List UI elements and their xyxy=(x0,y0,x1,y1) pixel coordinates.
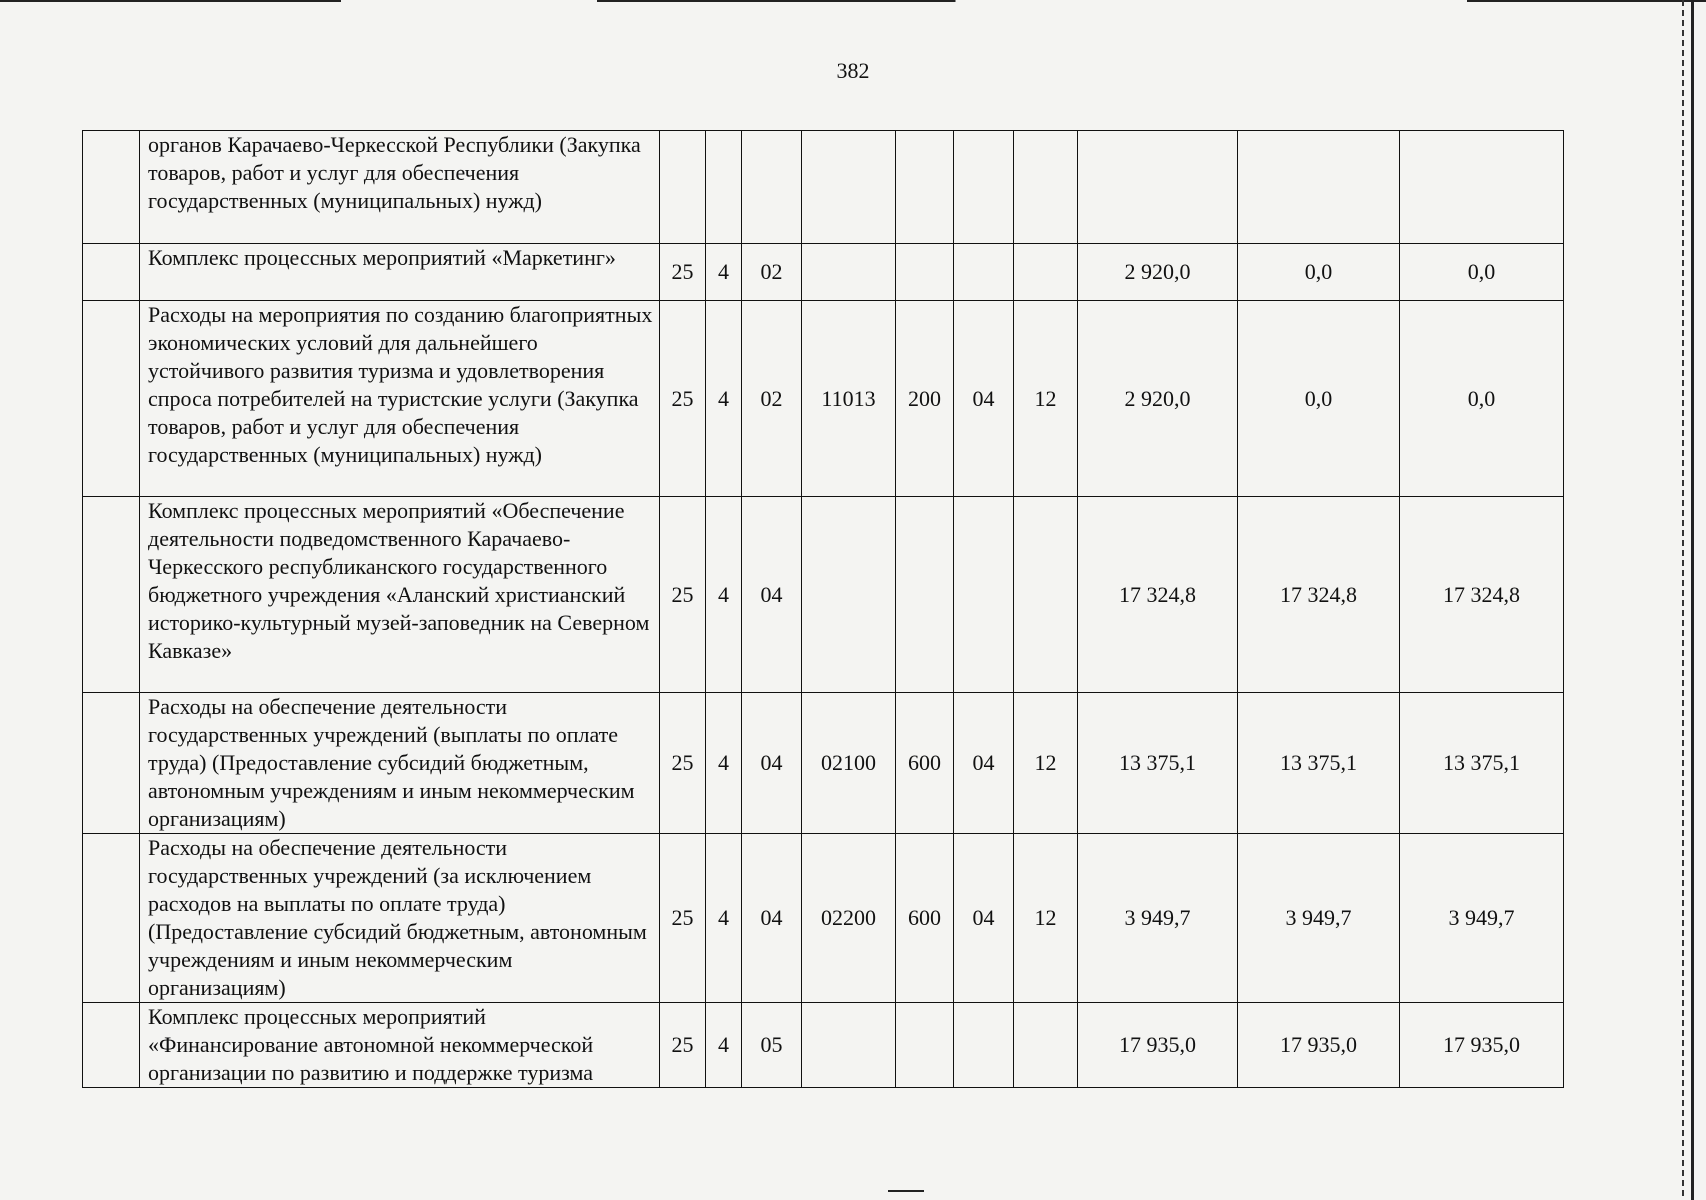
row-number-cell xyxy=(83,244,140,301)
amount-cell: 17 324,8 xyxy=(1238,497,1400,693)
code-cell xyxy=(896,1003,954,1088)
description-cell: Расходы на мероприятия по созданию благоприятных экономических условий для дальнейшего устойчивого развития туризма и удовлетворения спроса потребителей на туристские услуги (Закупка товаров, работ и услуг для обеспечения государственных (муниципальных) нужд) xyxy=(140,301,660,497)
page-number: 382 xyxy=(836,58,870,83)
row-number-cell xyxy=(83,1003,140,1088)
code-cell: 02 xyxy=(742,244,802,301)
amount-cell: 17 935,0 xyxy=(1400,1003,1564,1088)
description-cell: Расходы на обеспечение деятельности государственных учреждений (за исключением расходов на выплаты по оплате труда) (Предоставление субсидий бюджетным, автономным учреждениям и иным некоммерческим организациям) xyxy=(140,834,660,1003)
row-number-cell xyxy=(83,131,140,244)
code-cell xyxy=(954,497,1014,693)
row-number-cell xyxy=(83,834,140,1003)
code-cell: 4 xyxy=(706,1003,742,1088)
amount-cell: 0,0 xyxy=(1400,244,1564,301)
code-cell: 4 xyxy=(706,301,742,497)
amount-cell xyxy=(1078,131,1238,244)
amount-cell: 0,0 xyxy=(1238,301,1400,497)
code-cell: 4 xyxy=(706,244,742,301)
amount-cell: 3 949,7 xyxy=(1238,834,1400,1003)
code-cell xyxy=(896,497,954,693)
amount-cell: 17 935,0 xyxy=(1078,1003,1238,1088)
code-cell xyxy=(742,131,802,244)
description-cell: Расходы на обеспечение деятельности государственных учреждений (выплаты по оплате труда) (Предоставление субсидий бюджетным, автономным учреждениям и иным некоммерческим организациям) xyxy=(140,693,660,834)
table-row xyxy=(83,131,1564,244)
code-cell xyxy=(1014,244,1078,301)
code-cell xyxy=(954,131,1014,244)
code-cell: 25 xyxy=(660,497,706,693)
code-cell: 25 xyxy=(660,244,706,301)
code-cell: 12 xyxy=(1014,834,1078,1003)
amount-cell: 13 375,1 xyxy=(1078,693,1238,834)
code-cell xyxy=(896,131,954,244)
amount-cell xyxy=(1400,131,1564,244)
code-cell: 04 xyxy=(954,834,1014,1003)
code-cell xyxy=(896,244,954,301)
code-cell: 25 xyxy=(660,834,706,1003)
table-row xyxy=(83,301,1564,497)
code-cell: 02200 xyxy=(802,834,896,1003)
code-cell: 600 xyxy=(896,834,954,1003)
code-cell: 12 xyxy=(1014,693,1078,834)
code-cell: 02100 xyxy=(802,693,896,834)
table-row xyxy=(83,693,1564,834)
table-row xyxy=(83,834,1564,1003)
amount-cell: 17 935,0 xyxy=(1238,1003,1400,1088)
code-cell xyxy=(802,1003,896,1088)
code-cell: 04 xyxy=(742,834,802,1003)
budget-table xyxy=(82,130,1564,1088)
row-number-cell xyxy=(83,497,140,693)
description-cell: Комплекс процессных мероприятий «Обеспечение деятельности подведомственного Карачаево-Черкесского республиканского государственного бюджетного учреждения «Аланский христианский историко-культурный музей-заповедник на Северном Кавказе» xyxy=(140,497,660,693)
amount-cell: 0,0 xyxy=(1400,301,1564,497)
code-cell: 25 xyxy=(660,693,706,834)
scan-border-right-dashed xyxy=(1682,0,1684,1200)
description-cell: Комплекс процессных мероприятий «Маркетинг» xyxy=(140,244,660,301)
row-number-cell xyxy=(83,301,140,497)
scan-border-top xyxy=(0,0,1706,2)
code-cell xyxy=(706,131,742,244)
table-row xyxy=(83,1003,1564,1088)
code-cell xyxy=(954,244,1014,301)
amount-cell xyxy=(1238,131,1400,244)
description-cell: Комплекс процессных мероприятий «Финансирование автономной некоммерческой организации по развитию и поддержке туризма xyxy=(140,1003,660,1088)
code-cell xyxy=(802,131,896,244)
row-number-cell xyxy=(83,693,140,834)
code-cell xyxy=(660,131,706,244)
amount-cell: 0,0 xyxy=(1238,244,1400,301)
amount-cell: 13 375,1 xyxy=(1238,693,1400,834)
code-cell: 25 xyxy=(660,301,706,497)
amount-cell: 17 324,8 xyxy=(1400,497,1564,693)
code-cell xyxy=(954,1003,1014,1088)
amount-cell: 2 920,0 xyxy=(1078,301,1238,497)
code-cell: 04 xyxy=(742,497,802,693)
amount-cell: 3 949,7 xyxy=(1400,834,1564,1003)
table-row xyxy=(83,497,1564,693)
code-cell xyxy=(1014,497,1078,693)
code-cell: 12 xyxy=(1014,301,1078,497)
code-cell xyxy=(1014,131,1078,244)
amount-cell: 2 920,0 xyxy=(1078,244,1238,301)
code-cell xyxy=(1014,1003,1078,1088)
amount-cell: 13 375,1 xyxy=(1400,693,1564,834)
scan-border-right xyxy=(1691,0,1694,1200)
code-cell: 600 xyxy=(896,693,954,834)
amount-cell: 17 324,8 xyxy=(1078,497,1238,693)
code-cell: 11013 xyxy=(802,301,896,497)
code-cell: 200 xyxy=(896,301,954,497)
code-cell xyxy=(802,244,896,301)
amount-cell: 3 949,7 xyxy=(1078,834,1238,1003)
code-cell: 04 xyxy=(742,693,802,834)
code-cell: 4 xyxy=(706,693,742,834)
code-cell: 05 xyxy=(742,1003,802,1088)
code-cell: 04 xyxy=(954,693,1014,834)
code-cell: 4 xyxy=(706,497,742,693)
scan-mark-bottom xyxy=(888,1190,924,1192)
description-cell: органов Карачаево-Черкесской Республики (Закупка товаров, работ и услуг для обеспечения государственных (муниципальных) нужд) xyxy=(140,131,660,244)
code-cell: 4 xyxy=(706,834,742,1003)
code-cell: 25 xyxy=(660,1003,706,1088)
table-row xyxy=(83,244,1564,301)
code-cell xyxy=(802,497,896,693)
code-cell: 02 xyxy=(742,301,802,497)
code-cell: 04 xyxy=(954,301,1014,497)
